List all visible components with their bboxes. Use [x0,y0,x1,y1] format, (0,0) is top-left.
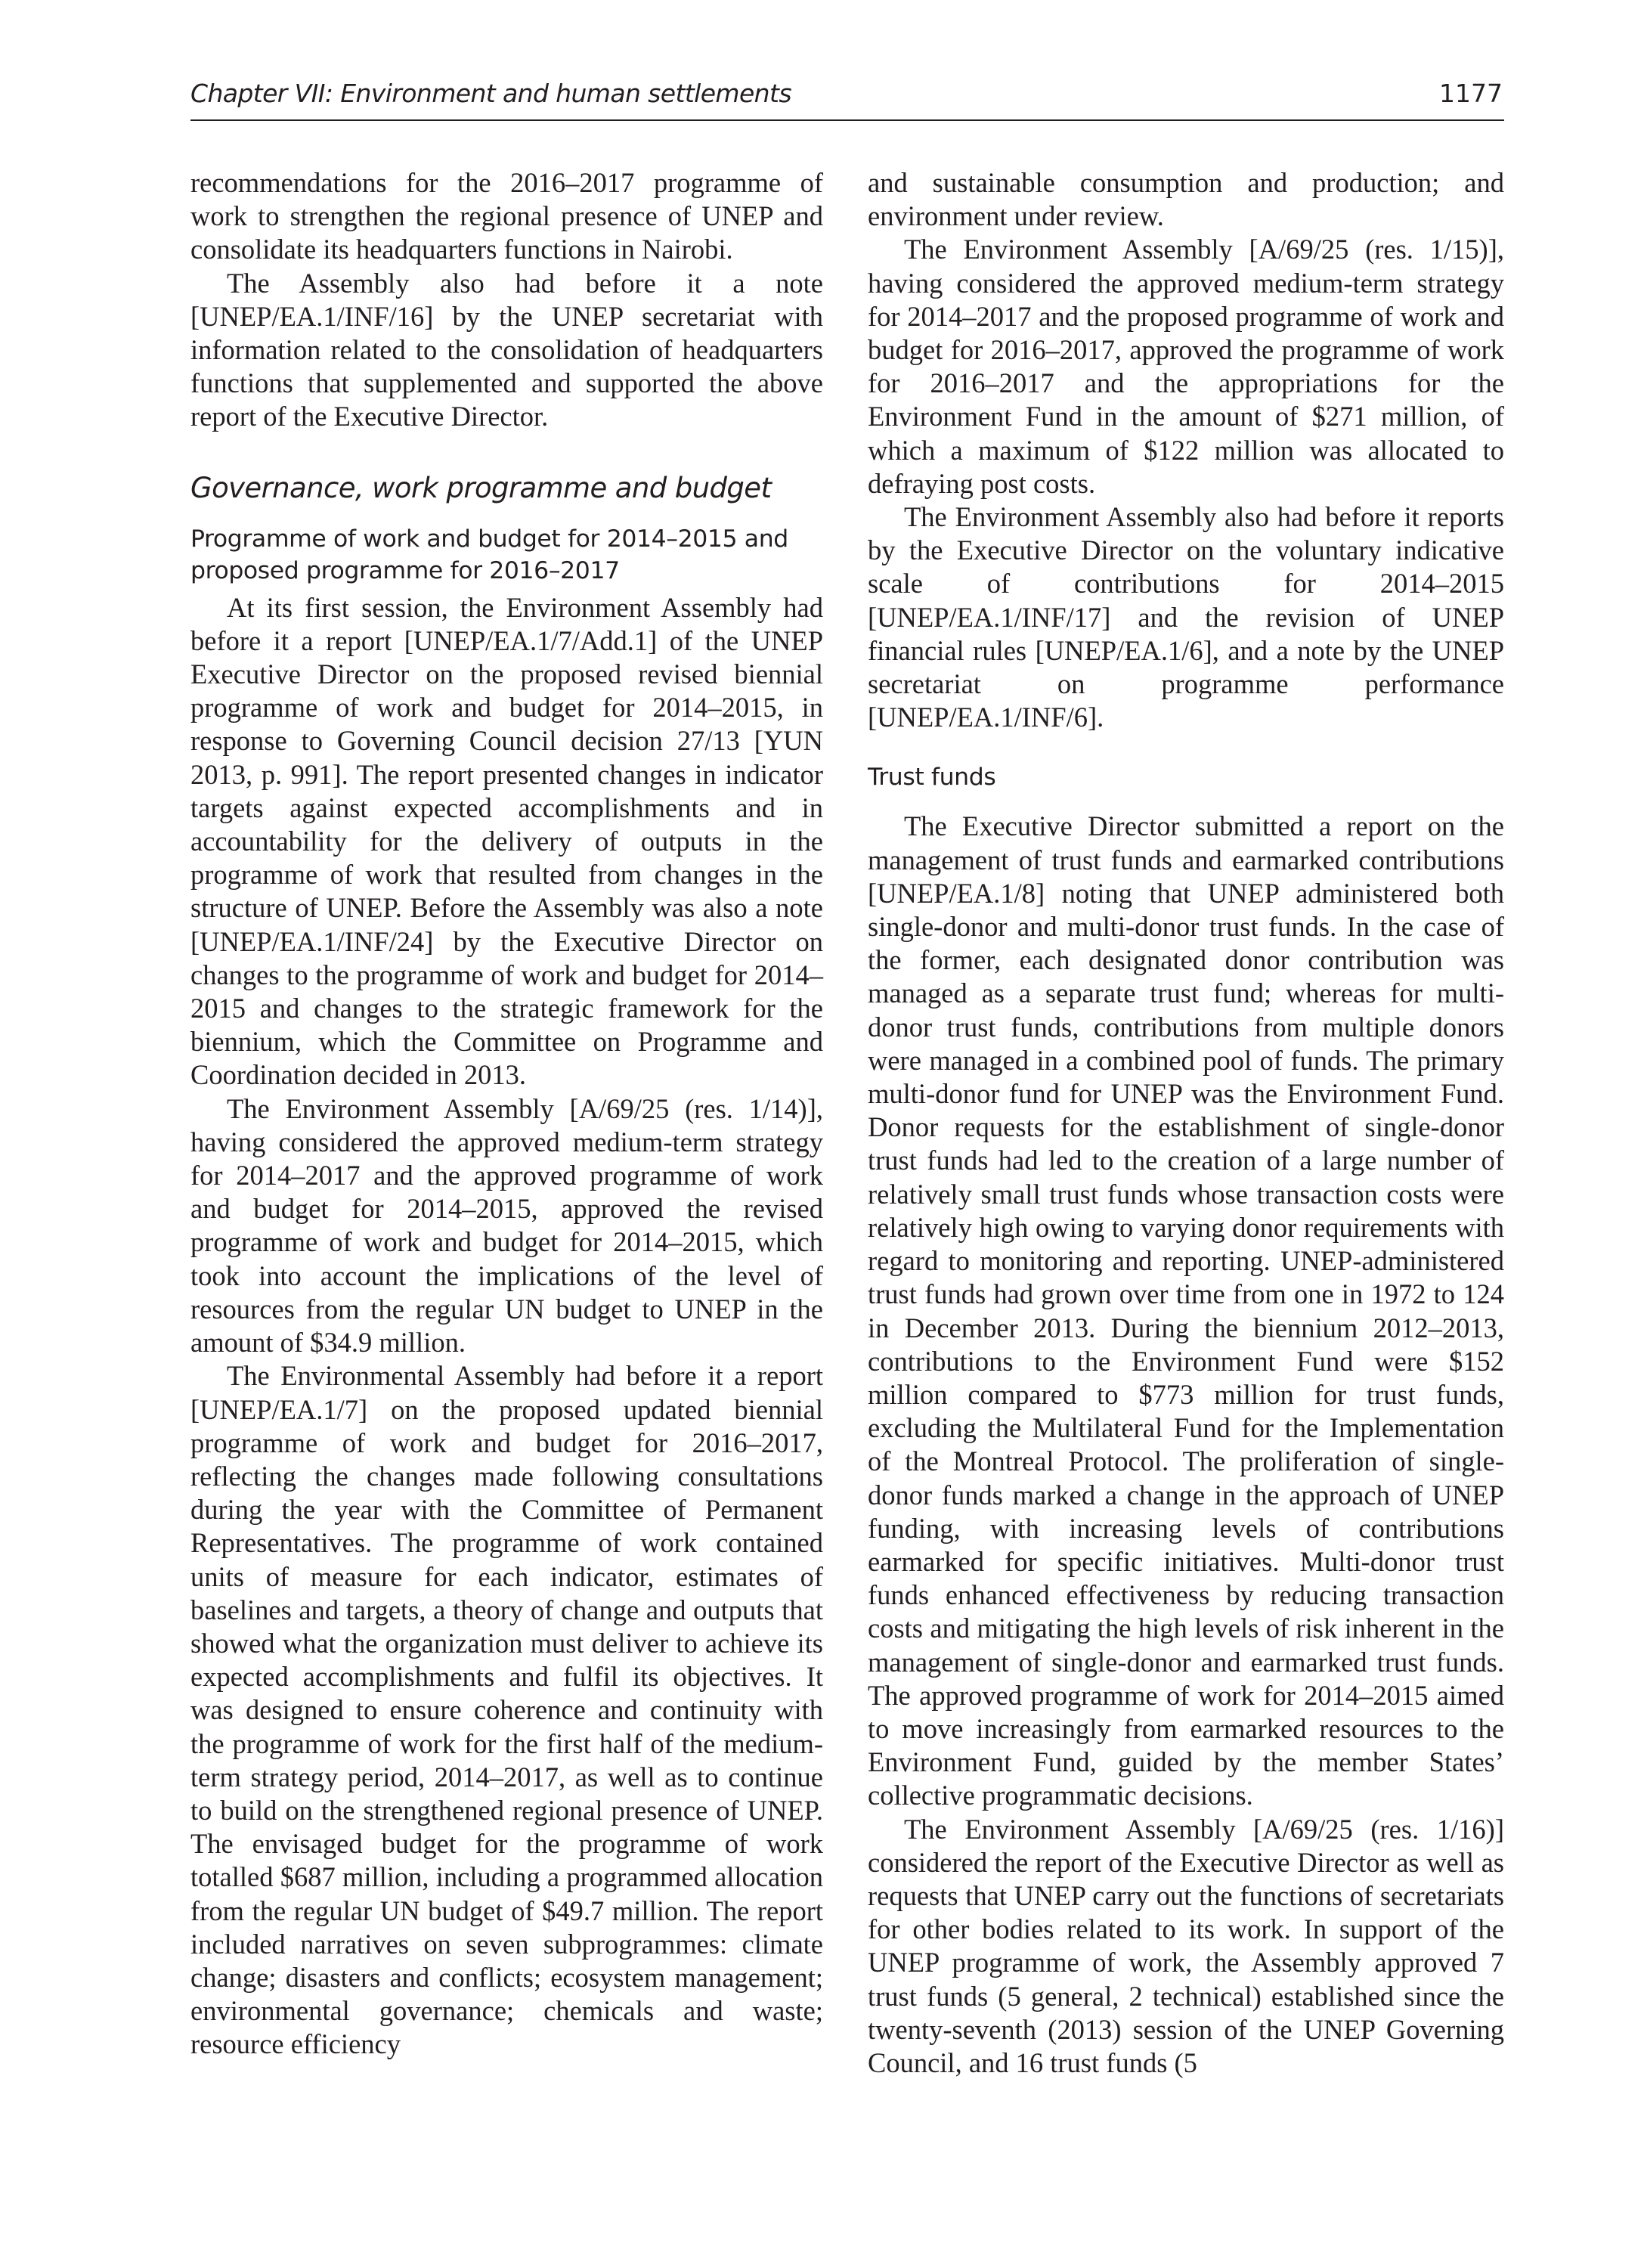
paragraph: At its first session, the Environment Assembly had before it a report [UNEP/EA.1/7/Add.1] of the UNEP Executive Director on the proposed revised biennial programme of work and budget for 2014–2015, in response to Governing Council decision 27/13 [YUN 2013, p. 991]. The report presented changes in indicator targets against expected accomplishments and in accountability for the delivery of outputs in the programme of work that resulted from changes in the structure of UNEP. Before the Assembly was also a note [UNEP/EA.1/INF/24] by the Executive Director on changes to the programme of work and budget for 2014–2015 and changes to the strategic framework for the biennium, which the Committee on Programme and Coordination decided in 2013. [190,591,823,1091]
page-number: 1177 [1439,79,1503,108]
chapter-title: Chapter VII: Environment and human settlements [190,79,791,108]
paragraph: The Environmental Assembly had before it a report [UNEP/EA.1/7] on the proposed updated biennial programme of work and budget for 2016–2017, reflecting the changes made following consultations during the year with the Committee of Permanent Representatives. The programme of work contained units of measure for each indicator, estimates of baselines and targets, a theory of change and outputs that showed what the organization must deliver to achieve its expected accomplishments and fulfil its objectives. It was designed to ensure coherence and continuity with the programme of work for the first half of the medium-term strategy period, 2014–2017, as well as to continue to build on the strengthened regional presence of UNEP. The envisaged budget for the programme of work totalled $687 million, including a programmed allocation from the regular UN budget of $49.7 million. The report included narratives on seven subprogrammes: climate change; disasters and conflicts; ecosystem management; environmental governance; chemicals and waste; resource efficiency [190,1360,823,2060]
paragraph: The Environment Assembly also had before it reports by the Executive Director on the voluntary indicative scale of contributions for 2014–2015 [UNEP/EA.1/INF/17] and the revision of UNEP financial rules [UNEP/EA.1/6], and a note by the UNEP secretariat on programme performance [UNEP/EA.1/INF/6]. [868,501,1504,733]
left-column [190,166,823,2062]
paragraph: The Assembly also had before it a note [UNEP/EA.1/INF/16] by the UNEP secretariat with information related to the consolidation of headquarters functions that supplemented and supported the above report of the Executive Director. [190,267,823,432]
section-heading: Governance, work programme and budget [190,471,772,504]
paragraph: The Environment Assembly [A/69/25 (res. 1/14)], having considered the approved medium-term strategy for 2014–2017 and the approved programme of work and budget for 2014–2015, approved the revised programme of work and budget for 2014–2015, which took into account the implications of the level of resources from the regular UN budget to UNEP in the amount of $34.9 million. [190,1092,823,1359]
paragraph: The Environment Assembly [A/69/25 (res. 1/15)], having considered the approved medium-term strategy for 2014–2017 and the proposed programme of work and budget for 2016–2017, approved the programme of work for 2016–2017 and the appropriations for the Environment Fund in the amount of $271 million, of which a maximum of $122 million was allocated to defraying post costs. [868,234,1504,499]
paragraph: The Environment Assembly [A/69/25 (res. 1/16)] considered the report of the Executive Director as well as requests that UNEP carry out the functions of secretariats for other bodies related to its work. In support of the UNEP programme of work, the Assembly approved 7 trust funds (5 general, 2 technical) established since the twenty-seventh (2013) session of the UNEP Governing Council, and 16 trust funds (5 [868,1813,1504,2078]
paragraph: The Executive Director submitted a report on the management of trust funds and earmarked contributions [UNEP/EA.1/8] noting that UNEP administered both single-donor and multi-donor trust funds. In the case of the former, each designated donor contribution was managed as a separate trust fund; whereas for multi-donor trust funds, contributions from multiple donors were managed in a combined pool of funds. The primary multi-donor fund for UNEP was the Environment Fund. Donor requests for the establishment of single-donor trust funds had led to the creation of a large number of relatively small trust funds whose transaction costs were relatively high owing to varying donor requirements with regard to monitoring and reporting. UNEP-administered trust funds had grown over time from one in 1972 to 124 in December 2013. During the biennium 2012–2013, contributions to the Environment Fund were $152 million compared to $773 million for trust funds, excluding the Multilateral Fund for the Implementation of the Montreal Protocol. The proliferation of single-donor funds marked a change in the approach of UNEP funding, with increasing levels of contributions earmarked for specific initiatives. Multi-donor trust funds enhanced effectiveness by reducing transaction costs and mitigating the high levels of risk inherent in the management of single-donor and earmarked trust funds. The approved programme of work for 2014–2015 aimed to move increasingly from earmarked resources to the Environment Fund, guided by the member States’ collective programmatic decisions. [868,810,1504,1811]
paragraph: and sustainable consumption and production; and environment under review. [868,167,1504,232]
paragraph: recommendations for the 2016–2017 programme of work to strengthen the regional presence of UNEP and consolidate its headquarters functions in Nairobi. [190,167,823,265]
subsection-heading: Programme of work and budget for 2014–2015 and proposed programme for 2016–2017 [190,525,788,584]
right-column [868,166,1504,2080]
minor-heading: Trust funds [868,764,996,792]
running-header [190,76,1504,121]
